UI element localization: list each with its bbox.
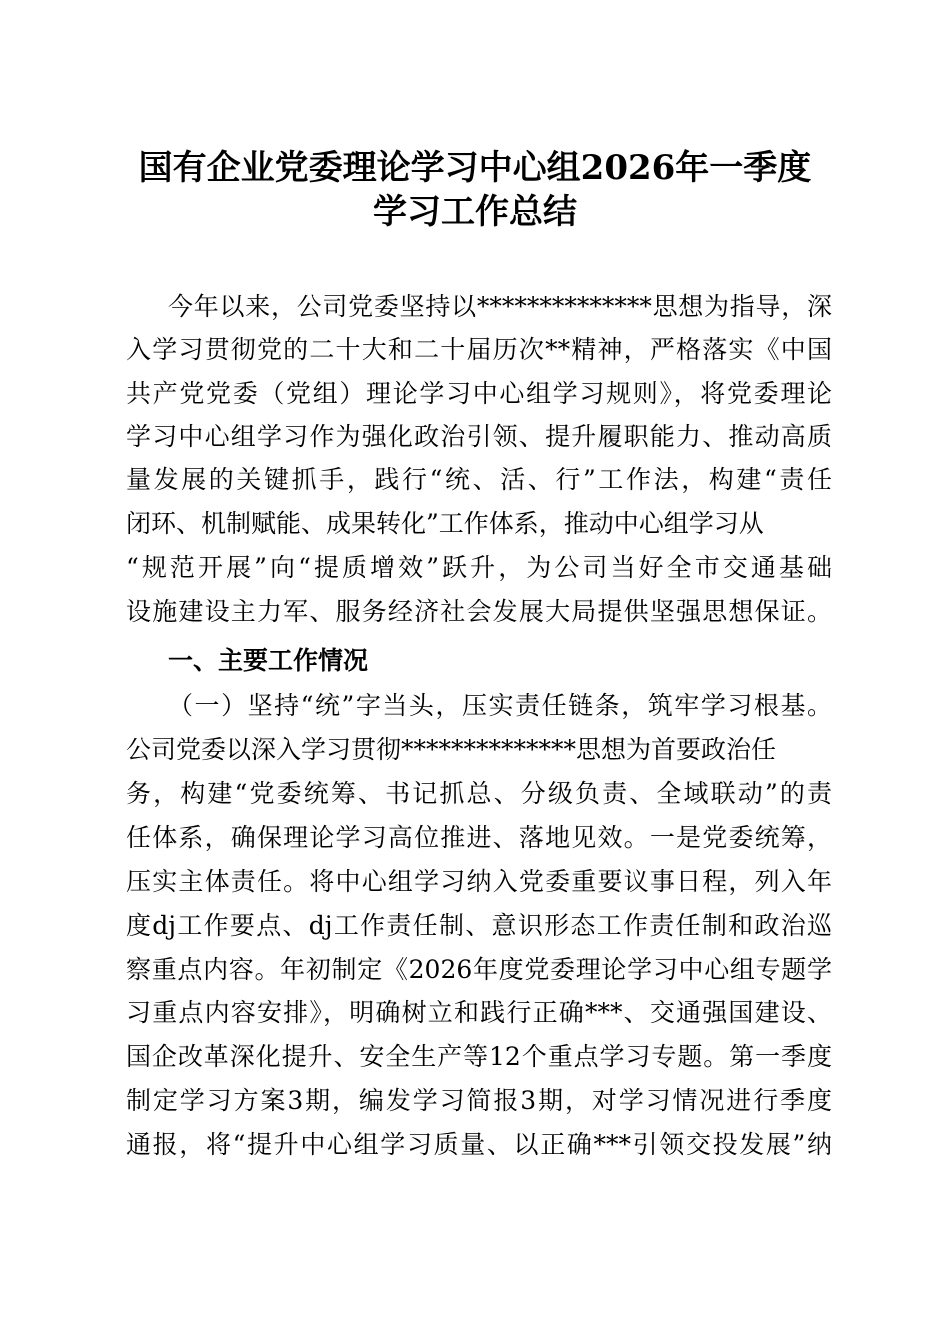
paragraph-line: 度dj工作要点、dj工作责任制、意识形态工作责任制和政治巡 bbox=[126, 911, 832, 940]
paragraph-line: 共产党党委（党组）理论学习中心组学习规则》，将党委理论 bbox=[126, 379, 832, 408]
paragraph-line: （一）坚持“统”字当头，压实责任链条，筑牢学习根基。 bbox=[168, 691, 832, 720]
paragraph-line: 压实主体责任。将中心组学习纳入党委重要议事日程，列入年 bbox=[126, 867, 832, 896]
paragraph-line: 学习中心组学习作为强化政治引领、提升履职能力、推动高质 bbox=[126, 422, 832, 451]
paragraph-line: 习重点内容安排》，明确树立和践行正确***、交通强国建设、 bbox=[126, 998, 832, 1027]
paragraph-line: 国企改革深化提升、安全生产等12个重点学习专题。第一季度 bbox=[126, 1042, 832, 1071]
title-line-1: 国有企业党委理论学习中心组2026年一季度 bbox=[138, 148, 812, 188]
paragraph-line: 量发展的关键抓手，践行“统、活、行”工作法，构建“责任 bbox=[126, 465, 832, 494]
paragraph-line: 任体系，确保理论学习高位推进、落地见效。一是党委统筹， bbox=[126, 823, 832, 852]
paragraph-line: 今年以来，公司党委坚持以**************思想为指导，深 bbox=[168, 292, 832, 321]
paragraph-line: “规范开展”向“提质增效”跃升，为公司当好全市交通基础 bbox=[126, 553, 832, 582]
paragraph-line: 务，构建“党委统筹、书记抓总、分级负责、全域联动”的责 bbox=[126, 779, 832, 808]
paragraph-line: 闭环、机制赋能、成果转化”工作体系，推动中心组学习从 bbox=[126, 509, 764, 538]
section-heading: 一、主要工作情况 bbox=[168, 646, 369, 675]
title-line-2: 学习工作总结 bbox=[373, 192, 577, 232]
paragraph-line: 察重点内容。年初制定《2026年度党委理论学习中心组专题学 bbox=[126, 955, 832, 984]
paragraph-line: 通报，将“提升中心组学习质量、以正确***引领交投发展”纳 bbox=[126, 1130, 832, 1159]
paragraph-line: 入学习贯彻党的二十大和二十届历次**精神，严格落实《中国 bbox=[126, 335, 832, 364]
paragraph-line: 制定学习方案3期，编发学习简报3期，对学习情况进行季度 bbox=[126, 1086, 832, 1115]
paragraph-line: 公司党委以深入学习贯彻**************思想为首要政治任 bbox=[126, 735, 777, 764]
paragraph-line: 设施建设主力军、服务经济社会发展大局提供坚强思想保证。 bbox=[126, 597, 832, 626]
